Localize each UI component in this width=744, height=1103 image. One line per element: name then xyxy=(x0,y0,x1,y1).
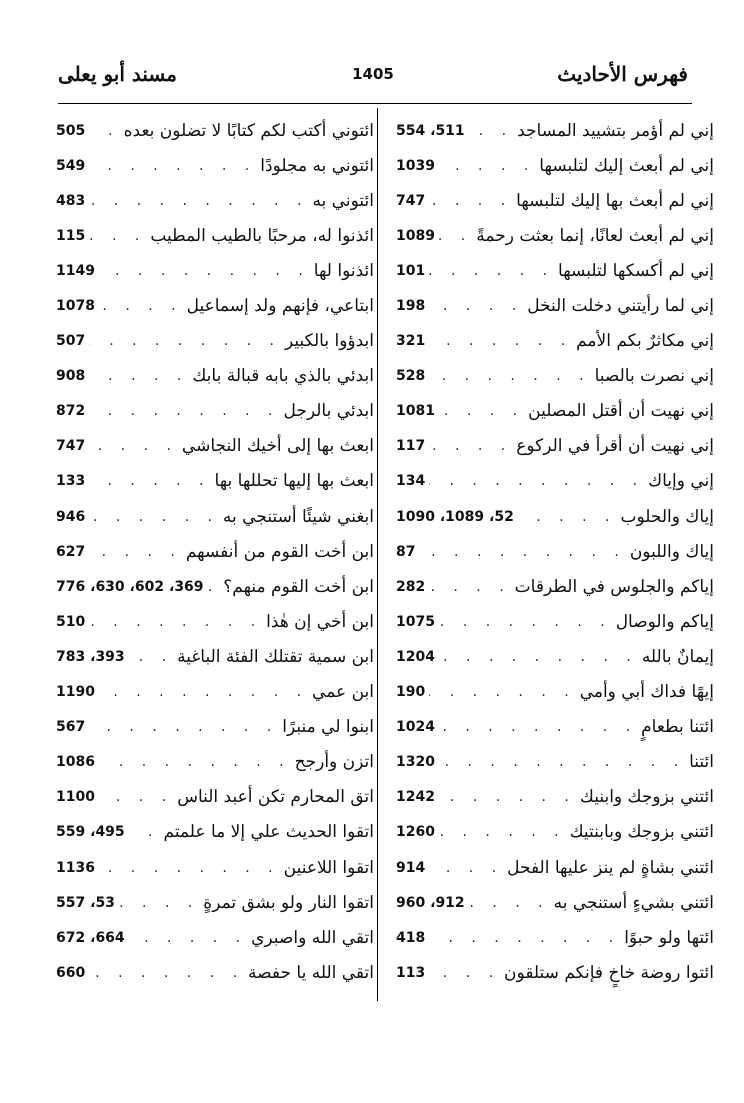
leader-dots xyxy=(429,263,554,279)
index-entry xyxy=(396,920,714,955)
index-entry xyxy=(56,569,374,604)
entry-page-refs: 627 xyxy=(56,543,86,560)
entry-page-refs: 1078 xyxy=(56,298,95,315)
entry-text: إني نهيت أن أقرأ في الركوع xyxy=(516,436,714,457)
entry-page-refs: 418 xyxy=(396,929,426,946)
leader-dots xyxy=(99,789,173,805)
leader-dots xyxy=(469,895,550,911)
leader-dots xyxy=(99,860,280,876)
entry-page-refs: 1320 xyxy=(396,754,435,771)
entry-page-refs: 198 xyxy=(396,298,426,315)
entry-page-refs: 660 xyxy=(56,964,86,981)
entry-page-refs: 872 xyxy=(56,403,86,420)
leader-dots xyxy=(439,403,524,419)
leader-dots xyxy=(89,965,244,981)
index-entry xyxy=(396,604,714,639)
entry-text: ائتوني به xyxy=(312,190,374,211)
entry-page-refs: 511، 554 xyxy=(396,122,465,139)
leader-dots xyxy=(439,158,535,174)
leader-dots xyxy=(429,684,575,700)
entry-text: اتزن وأرجح xyxy=(294,752,374,773)
index-entry xyxy=(56,920,374,955)
leader-dots xyxy=(89,509,219,525)
entry-page-refs: 567 xyxy=(56,719,86,736)
entry-page-refs: 528 xyxy=(396,368,426,385)
leader-dots xyxy=(439,789,576,805)
leader-dots xyxy=(429,930,620,946)
leader-dots xyxy=(89,544,182,560)
entry-page-refs: 1100 xyxy=(56,789,95,806)
index-entry xyxy=(396,955,714,990)
entry-text: إيهًا فداك أبي وأمي xyxy=(579,682,714,703)
index-entry xyxy=(396,429,714,464)
leader-dots xyxy=(119,895,199,911)
leader-dots xyxy=(208,579,220,595)
entry-text: إني نصرت بالصبا xyxy=(594,366,714,387)
index-entry xyxy=(396,499,714,534)
entry-text: إياكم والجلوس في الطرقات xyxy=(514,576,714,597)
index-entry xyxy=(56,218,374,253)
section-title: فهرس الأحاديث xyxy=(557,62,688,86)
leader-dots xyxy=(89,158,256,174)
entry-text: إني نهيت أن أقتل المصلين xyxy=(528,401,714,422)
leader-dots xyxy=(89,228,146,244)
index-entry xyxy=(56,253,374,288)
entry-text: ائتني بشاةٍ لم ينز عليها الفحل xyxy=(507,857,714,878)
entry-page-refs: 505 xyxy=(56,122,86,139)
index-column-left xyxy=(56,113,374,990)
entry-text: ائتني بزوجك وابنيك xyxy=(579,787,714,808)
leader-dots xyxy=(429,860,503,876)
entry-page-refs: 1260 xyxy=(396,824,435,841)
leader-dots xyxy=(99,298,183,314)
entry-page-refs: 134 xyxy=(396,473,426,490)
entry-text: ابن أخت القوم من أنفسهم xyxy=(185,541,374,562)
leader-dots xyxy=(419,544,625,560)
entry-text: إياك والحلوب xyxy=(620,506,714,527)
entry-text: إياكم والوصال xyxy=(615,611,714,632)
entry-page-refs: 282 xyxy=(396,578,426,595)
leader-dots xyxy=(429,368,590,384)
leader-dots xyxy=(439,754,685,770)
entry-page-refs: 133 xyxy=(56,473,86,490)
entry-page-refs: 664، 672 xyxy=(56,929,125,946)
entry-page-refs: 321 xyxy=(396,333,426,350)
leader-dots xyxy=(469,123,513,139)
entry-page-refs: 510 xyxy=(56,613,86,630)
book-title: مسند أبو يعلى xyxy=(58,62,177,86)
entry-page-refs: 393، 783 xyxy=(56,648,125,665)
index-entry xyxy=(396,288,714,323)
entry-text: ابنوا لي منبرًا xyxy=(282,717,374,738)
entry-page-refs: 52، 1089، 1090 xyxy=(396,508,514,525)
index-entry xyxy=(56,885,374,920)
entry-page-refs: 117 xyxy=(396,438,426,455)
entry-text: إني وإياك xyxy=(648,471,714,492)
entry-page-refs: 369، 602، 630، 776 xyxy=(56,578,204,595)
leader-dots xyxy=(439,824,566,840)
entry-page-refs: 914 xyxy=(396,859,426,876)
index-entry xyxy=(396,850,714,885)
index-entry xyxy=(396,464,714,499)
entry-text: اتقوا النار ولو بشق تمرةٍ xyxy=(203,892,374,913)
entry-text: ابن عمي xyxy=(312,682,374,703)
entry-page-refs: 1081 xyxy=(396,403,435,420)
leader-dots xyxy=(439,614,612,630)
leader-dots xyxy=(99,684,308,700)
index-entry xyxy=(396,534,714,569)
index-entry xyxy=(56,534,374,569)
index-entry xyxy=(396,394,714,429)
index-entry xyxy=(56,604,374,639)
index-entry xyxy=(56,675,374,710)
entry-text: ابدئي بالرجل xyxy=(283,401,374,422)
index-entry xyxy=(56,850,374,885)
index-entry xyxy=(396,710,714,745)
entry-text: إني لم أبعث لعانًا، إنما بعثت رحمةً xyxy=(476,225,714,246)
leader-dots xyxy=(429,579,510,595)
leader-dots xyxy=(99,263,310,279)
index-entry xyxy=(56,324,374,359)
entry-text: ابعث بها إليها تحللها بها xyxy=(214,471,374,492)
index-entry xyxy=(396,183,714,218)
entry-page-refs: 747 xyxy=(56,438,86,455)
leader-dots xyxy=(89,719,278,735)
entry-text: ائذنوا لها xyxy=(313,260,374,281)
entry-text: ائتوني به مجلودًا xyxy=(260,155,374,176)
entry-page-refs: 53، 557 xyxy=(56,894,115,911)
index-entry xyxy=(396,218,714,253)
leader-dots xyxy=(89,193,308,209)
leader-dots xyxy=(129,649,173,665)
leader-dots xyxy=(439,649,638,665)
entry-page-refs: 1149 xyxy=(56,262,95,279)
entry-text: اتق المحارم تكن أعبد الناس xyxy=(177,787,374,808)
entry-text: إني لم أكسكها لتلبسها xyxy=(558,260,714,281)
entry-text: ائذنوا له، مرحبًا بالطيب المطيب xyxy=(150,225,374,246)
leader-dots xyxy=(429,965,500,981)
index-entry xyxy=(56,464,374,499)
entry-text: ائتنا xyxy=(689,752,714,773)
leader-dots xyxy=(89,614,262,630)
leader-dots xyxy=(89,368,188,384)
index-entry xyxy=(396,815,714,850)
entry-text: إياك واللبون xyxy=(629,541,714,562)
leader-dots xyxy=(439,228,472,244)
entry-text: ائتوني أكتب لكم كتابًا لا تضلون بعده xyxy=(123,120,374,141)
index-entry xyxy=(56,148,374,183)
entry-page-refs: 1075 xyxy=(396,613,435,630)
index-entry xyxy=(396,780,714,815)
leader-dots xyxy=(429,193,512,209)
entry-page-refs: 507 xyxy=(56,333,86,350)
entry-page-refs: 1242 xyxy=(396,789,435,806)
entry-text: ابعث بها إلى أخيك النجاشي xyxy=(181,436,374,457)
index-entry xyxy=(396,253,714,288)
entry-text: ابن أخي إن هٰذا xyxy=(266,611,374,632)
entry-page-refs: 1024 xyxy=(396,719,435,736)
index-entry xyxy=(396,324,714,359)
entry-page-refs: 190 xyxy=(396,684,426,701)
index-entry xyxy=(56,815,374,850)
entry-page-refs: 1204 xyxy=(396,648,435,665)
index-entry xyxy=(56,955,374,990)
entry-page-refs: 101 xyxy=(396,262,426,279)
entry-page-refs: 747 xyxy=(396,192,426,209)
leader-dots xyxy=(429,333,572,349)
entry-page-refs: 87 xyxy=(396,543,416,560)
index-entry xyxy=(396,148,714,183)
entry-text: ائتها ولو حبوًا xyxy=(624,927,714,948)
entry-text: ائتوا روضة خاخٍ فإنكم ستلقون xyxy=(504,962,714,983)
entry-text: ابغني شيئًا أستنجي به xyxy=(222,506,374,527)
page-header xyxy=(58,62,688,102)
entry-page-refs: 113 xyxy=(396,964,426,981)
index-entry xyxy=(56,710,374,745)
index-entry xyxy=(56,183,374,218)
entry-page-refs: 549 xyxy=(56,157,86,174)
index-entry xyxy=(56,745,374,780)
leader-dots xyxy=(429,298,523,314)
entry-text: ابتاعي، فإنهم ولد إسماعيل xyxy=(186,296,374,317)
entry-text: اتقوا الحديث علي إلا ما علمتم xyxy=(163,822,374,843)
entry-text: ابن سمية تقتلك الفئة الباغية xyxy=(177,646,374,667)
entry-text: ابدئي بالذي بابه قبالة بابك xyxy=(192,366,374,387)
entry-page-refs: 1086 xyxy=(56,754,95,771)
index-entry xyxy=(396,885,714,920)
entry-page-refs: 912، 960 xyxy=(396,894,465,911)
header-rule xyxy=(58,103,692,104)
entry-text: إيمانٌ بالله xyxy=(641,646,714,667)
entry-page-refs: 908 xyxy=(56,368,86,385)
leader-dots xyxy=(89,438,178,454)
entry-text: اتقي الله يا حفصة xyxy=(248,962,374,983)
index-entry xyxy=(56,499,374,534)
leader-dots xyxy=(429,438,512,454)
leader-dots xyxy=(429,473,644,489)
index-entry xyxy=(56,429,374,464)
index-entry xyxy=(396,745,714,780)
index-entry xyxy=(56,780,374,815)
leader-dots xyxy=(89,473,210,489)
entry-text: ائتني بشيءٍ أستنجي به xyxy=(553,892,714,913)
index-column-right xyxy=(396,113,714,990)
entry-page-refs: 1039 xyxy=(396,157,435,174)
entry-text: اتقوا اللاعنين xyxy=(283,857,374,878)
column-divider xyxy=(377,108,378,1001)
index-entry xyxy=(396,639,714,674)
entry-text: إني مكاثرٌ بكم الأمم xyxy=(576,331,714,352)
index-entry xyxy=(56,359,374,394)
entry-text: اتقي الله واصبري xyxy=(251,927,374,948)
entry-text: إني لم أبعث إليك لتلبسها xyxy=(539,155,714,176)
entry-text: إني لم أبعث بها إليك لتلبسها xyxy=(516,190,714,211)
entry-text: ابدؤوا بالكبير xyxy=(284,331,374,352)
entry-page-refs: 1190 xyxy=(56,684,95,701)
entry-text: ائتنا بطعامٍ xyxy=(641,717,714,738)
index-entry xyxy=(56,113,374,148)
entry-page-refs: 946 xyxy=(56,508,86,525)
leader-dots xyxy=(89,123,119,139)
page-number: 1405 xyxy=(352,65,394,83)
entry-page-refs: 115 xyxy=(56,227,86,244)
index-entry xyxy=(396,675,714,710)
entry-page-refs: 483 xyxy=(56,192,86,209)
leader-dots xyxy=(129,824,160,840)
index-entry xyxy=(56,288,374,323)
index-entry xyxy=(56,639,374,674)
entry-text: إني لما رأيتني دخلت النخل xyxy=(527,296,714,317)
index-entry xyxy=(56,394,374,429)
leader-dots xyxy=(439,719,637,735)
leader-dots xyxy=(89,333,281,349)
index-entry xyxy=(396,113,714,148)
leader-dots xyxy=(518,509,617,525)
index-entry xyxy=(396,569,714,604)
leader-dots xyxy=(89,403,279,419)
entry-text: إني لم أؤمر بتشييد المساجد xyxy=(517,120,714,141)
entry-text: ائتني بزوجك وبابنتيك xyxy=(569,822,714,843)
entry-text: ابن أخت القوم منهم؟ xyxy=(223,576,374,597)
leader-dots xyxy=(99,754,291,770)
leader-dots xyxy=(129,930,247,946)
index-entry xyxy=(396,359,714,394)
entry-page-refs: 1136 xyxy=(56,859,95,876)
entry-page-refs: 495، 559 xyxy=(56,824,125,841)
entry-page-refs: 1089 xyxy=(396,227,435,244)
